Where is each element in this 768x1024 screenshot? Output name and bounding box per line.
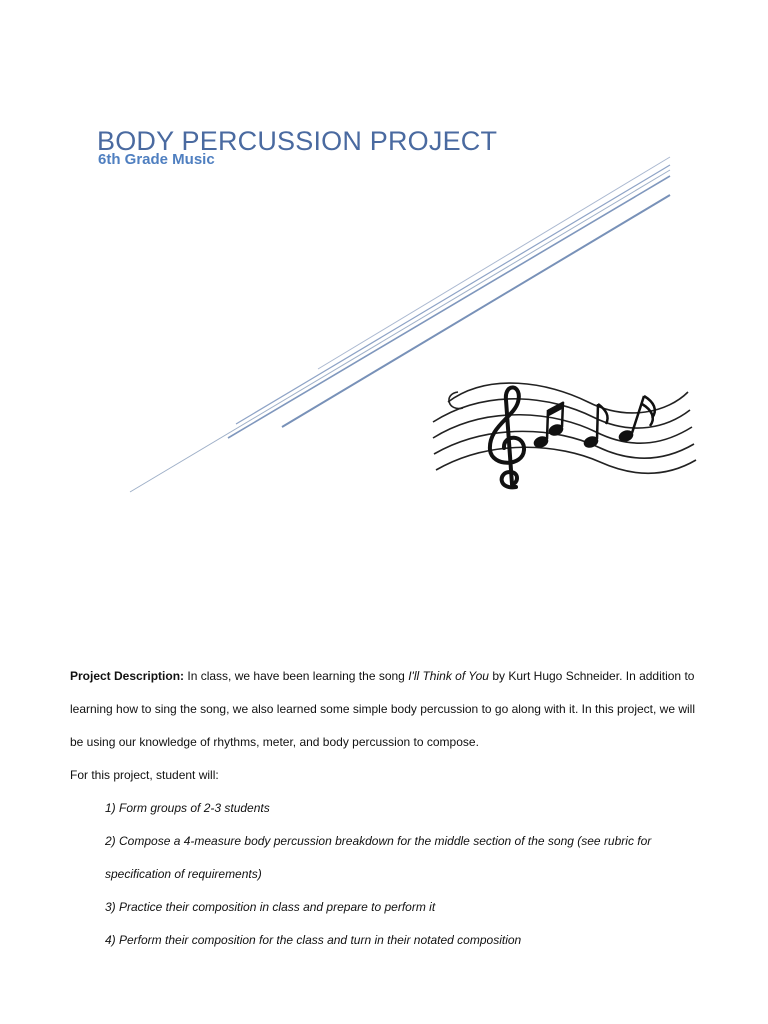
- list-item: 3) Practice their composition in class and prepare to perform it: [105, 900, 436, 914]
- project-description: [70, 660, 730, 759]
- list-item: 2) Compose a 4-measure body percussion breakdown for the middle section of the song (see rubric for: [105, 834, 652, 848]
- description-label: Project Description:: [70, 669, 185, 683]
- description-line1-post: by Kurt Hugo Schneider. In addition to: [488, 669, 695, 683]
- body-text: [70, 660, 730, 957]
- description-line3: be using our knowledge of rhythms, meter, and body percussion to compose.: [70, 735, 479, 749]
- list-item: 4) Perform their composition for the class and turn in their notated composition: [105, 933, 522, 947]
- list-item: specification of requirements): [105, 867, 262, 881]
- task-list: [70, 792, 730, 957]
- page-subtitle: 6th Grade Music: [98, 151, 215, 168]
- treble-clef-music-notes-icon: [428, 372, 698, 497]
- page-title: BODY PERCUSSION PROJECT: [97, 126, 498, 157]
- list-item: 1) Form groups of 2-3 students: [105, 801, 270, 815]
- description-line1-pre: In class, we have been learning the song: [184, 669, 409, 683]
- description-line2: learning how to sing the song, we also learned some simple body percussion to go along with it. In this project, we will: [70, 702, 696, 716]
- song-title: I'll Think of You: [408, 669, 489, 683]
- tasks-intro: For this project, student will:: [70, 768, 219, 782]
